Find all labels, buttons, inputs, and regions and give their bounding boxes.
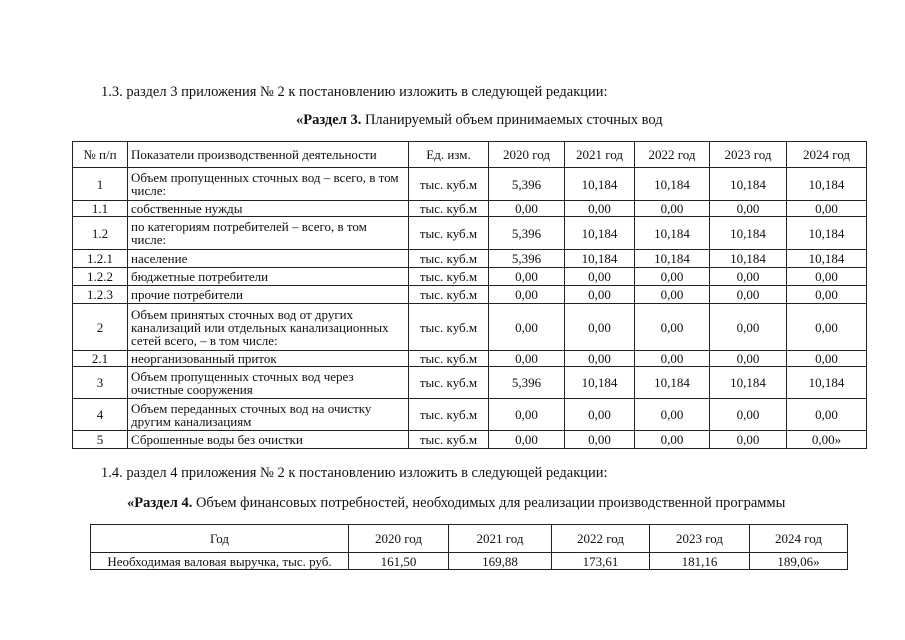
value-cell: 0,00 <box>565 431 635 449</box>
table-row <box>73 286 867 304</box>
value-cell: 10,184 <box>787 250 867 268</box>
value-cell: 0,00 <box>565 399 635 431</box>
indicator-cell: Объем переданных сточных вод на очистку другим канализациям <box>128 399 409 431</box>
value-cell: 0,00 <box>787 399 867 431</box>
row-number-cell: 4 <box>73 399 128 431</box>
unit-cell: тыс. куб.м <box>409 268 489 286</box>
value-cell: 5,396 <box>489 367 565 399</box>
section-4-title-bold: «Раздел 4. <box>127 495 193 511</box>
column-header: 2024 год <box>787 142 867 168</box>
value-cell: 0,00 <box>489 268 565 286</box>
row-number-cell: 1.2.1 <box>73 250 128 268</box>
section-4-title <box>127 495 785 512</box>
value-cell: 10,184 <box>710 250 787 268</box>
indicator-cell: по категориям потребителей – всего, в том числе: <box>128 217 409 250</box>
value-cell: 0,00 <box>565 304 635 351</box>
value-cell: 0,00 <box>787 268 867 286</box>
indicator-cell: прочие потребители <box>128 286 409 304</box>
column-header: № п/п <box>73 142 128 168</box>
value-cell: 0,00 <box>710 201 787 217</box>
table-row <box>73 268 867 286</box>
column-header: Год <box>91 525 349 553</box>
column-header: 2021 год <box>565 142 635 168</box>
value-cell: 0,00 <box>710 431 787 449</box>
value-cell: 0,00 <box>489 201 565 217</box>
column-header: 2021 год <box>449 525 552 553</box>
value-cell: 0,00 <box>565 286 635 304</box>
value-cell: 0,00 <box>635 268 710 286</box>
table-header-row <box>91 525 848 553</box>
value-cell: 10,184 <box>635 168 710 201</box>
value-cell: 10,184 <box>710 367 787 399</box>
column-header: 2024 год <box>750 525 848 553</box>
unit-cell: тыс. куб.м <box>409 250 489 268</box>
unit-cell: тыс. куб.м <box>409 304 489 351</box>
indicator-cell: население <box>128 250 409 268</box>
value-cell: 10,184 <box>787 168 867 201</box>
value-cell: 10,184 <box>565 217 635 250</box>
value-cell: 0,00 <box>787 286 867 304</box>
section-4-title-text: Объем финансовых потребностей, необходимых для реализации производственной программы <box>192 495 786 511</box>
table-header-row <box>73 142 867 168</box>
column-header: Ед. изм. <box>409 142 489 168</box>
value-cell: 0,00 <box>489 351 565 367</box>
value-cell: 0,00 <box>489 304 565 351</box>
value-cell: 10,184 <box>565 168 635 201</box>
column-header: Показатели производственной деятельности <box>128 142 409 168</box>
indicator-cell: неорганизованный приток <box>128 351 409 367</box>
indicator-cell: Объем пропущенных сточных вод через очистные сооружения <box>128 367 409 399</box>
row-number-cell: 1.2 <box>73 217 128 250</box>
indicator-cell: собственные нужды <box>128 201 409 217</box>
row-number-cell: 3 <box>73 367 128 399</box>
value-cell: 0,00 <box>565 268 635 286</box>
value-cell: 0,00 <box>710 304 787 351</box>
section-3-title <box>296 112 663 129</box>
table-row <box>73 168 867 201</box>
value-cell: 10,184 <box>710 168 787 201</box>
indicator-cell: Сброшенные воды без очистки <box>128 431 409 449</box>
wastewater-volume-table <box>72 141 867 449</box>
column-header: 2022 год <box>635 142 710 168</box>
indicator-cell: Объем пропущенных сточных вод – всего, в том числе: <box>128 168 409 201</box>
value-cell: 0,00 <box>565 201 635 217</box>
table-row <box>73 367 867 399</box>
value-cell: 0,00» <box>787 431 867 449</box>
value-cell: 0,00 <box>635 431 710 449</box>
value-cell: 10,184 <box>787 217 867 250</box>
value-cell: 0,00 <box>489 431 565 449</box>
table-row <box>73 351 867 367</box>
value-cell: 10,184 <box>565 367 635 399</box>
row-number-cell: 1.2.2 <box>73 268 128 286</box>
column-header: 2022 год <box>552 525 650 553</box>
value-cell: 181,16 <box>650 553 750 570</box>
table-row <box>73 399 867 431</box>
table-row <box>73 304 867 351</box>
indicator-cell: бюджетные потребители <box>128 268 409 286</box>
row-number-cell: 1 <box>73 168 128 201</box>
unit-cell: тыс. куб.м <box>409 201 489 217</box>
row-number-cell: 1.1 <box>73 201 128 217</box>
section-3-title-text: Планируемый объем принимаемых сточных вод <box>361 112 663 128</box>
value-cell: 161,50 <box>349 553 449 570</box>
value-cell: 10,184 <box>565 250 635 268</box>
unit-cell: тыс. куб.м <box>409 351 489 367</box>
column-header: 2023 год <box>650 525 750 553</box>
row-number-cell: 2.1 <box>73 351 128 367</box>
value-cell: 10,184 <box>635 217 710 250</box>
row-number-cell: 2 <box>73 304 128 351</box>
paragraph-1-3: 1.3. раздел 3 приложения № 2 к постановлению изложить в следующей редакции: <box>101 84 608 100</box>
table-row <box>91 553 848 570</box>
value-cell: 0,00 <box>635 351 710 367</box>
column-header: 2020 год <box>349 525 449 553</box>
value-cell: 0,00 <box>787 351 867 367</box>
value-cell: 10,184 <box>635 367 710 399</box>
value-cell: 0,00 <box>635 304 710 351</box>
table-row <box>73 250 867 268</box>
value-cell: 10,184 <box>710 217 787 250</box>
value-cell: 0,00 <box>710 399 787 431</box>
column-header: 2023 год <box>710 142 787 168</box>
value-cell: 5,396 <box>489 217 565 250</box>
value-cell: 173,61 <box>552 553 650 570</box>
unit-cell: тыс. куб.м <box>409 168 489 201</box>
value-cell: 0,00 <box>635 201 710 217</box>
unit-cell: тыс. куб.м <box>409 286 489 304</box>
unit-cell: тыс. куб.м <box>409 217 489 250</box>
value-cell: 10,184 <box>787 367 867 399</box>
value-cell: 0,00 <box>635 399 710 431</box>
value-cell: 0,00 <box>635 286 710 304</box>
value-cell: 0,00 <box>489 399 565 431</box>
row-number-cell: 1.2.3 <box>73 286 128 304</box>
value-cell: 0,00 <box>710 268 787 286</box>
indicator-cell: Необходимая валовая выручка, тыс. руб. <box>91 553 349 570</box>
paragraph-1-4: 1.4. раздел 4 приложения № 2 к постановлению изложить в следующей редакции: <box>101 465 608 481</box>
table-row <box>73 431 867 449</box>
value-cell: 0,00 <box>489 286 565 304</box>
value-cell: 5,396 <box>489 250 565 268</box>
value-cell: 0,00 <box>710 286 787 304</box>
value-cell: 0,00 <box>565 351 635 367</box>
section-3-title-bold: «Раздел 3. <box>296 112 362 128</box>
value-cell: 0,00 <box>787 304 867 351</box>
value-cell: 189,06» <box>750 553 848 570</box>
value-cell: 0,00 <box>787 201 867 217</box>
value-cell: 0,00 <box>710 351 787 367</box>
value-cell: 10,184 <box>635 250 710 268</box>
row-number-cell: 5 <box>73 431 128 449</box>
unit-cell: тыс. куб.м <box>409 399 489 431</box>
indicator-cell: Объем принятых сточных вод от других канализаций или отдельных канализационных сетей всего, – в том числе: <box>128 304 409 351</box>
unit-cell: тыс. куб.м <box>409 431 489 449</box>
column-header: 2020 год <box>489 142 565 168</box>
value-cell: 169,88 <box>449 553 552 570</box>
table-row <box>73 217 867 250</box>
financial-needs-table <box>90 524 848 570</box>
table-row <box>73 201 867 217</box>
unit-cell: тыс. куб.м <box>409 367 489 399</box>
value-cell: 5,396 <box>489 168 565 201</box>
